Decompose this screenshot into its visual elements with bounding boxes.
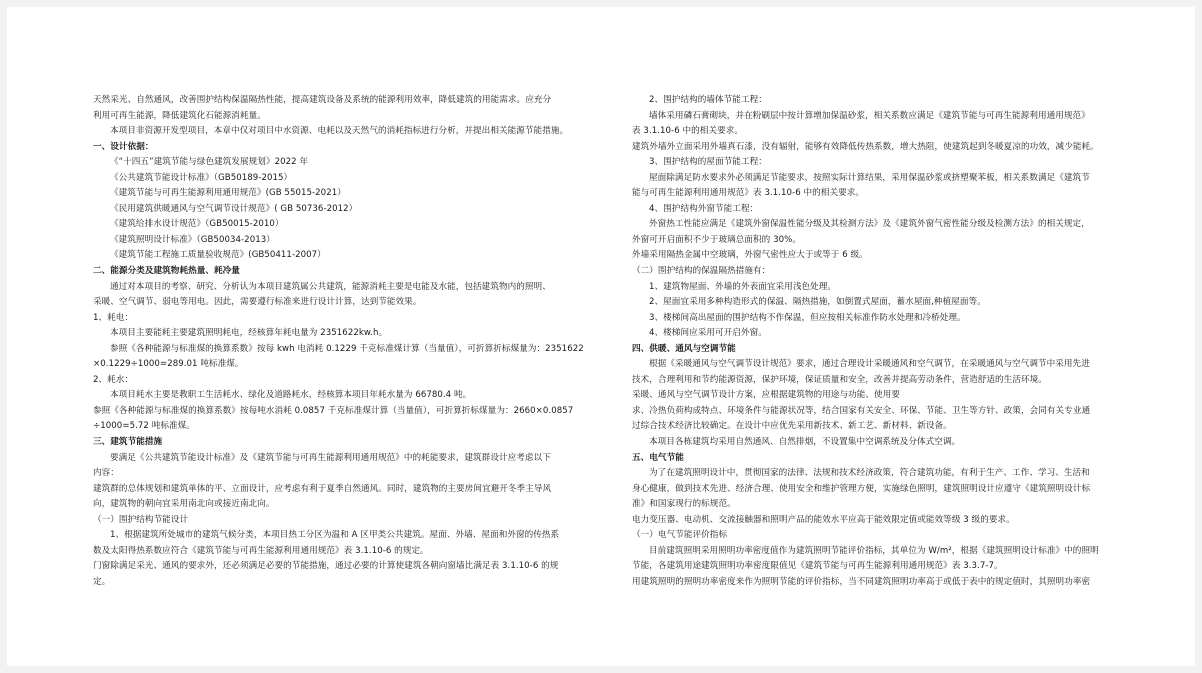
text-line: 《建筑节能工程施工质量验收规范》(GB50411-2007）	[110, 250, 326, 261]
text-line: 建筑外墙外立面采用外墙真石漆，没有辐射，能够有效降低传热系数，增大热阻，使建筑起到冬暖夏凉的功效，减少能耗。	[632, 141, 1099, 152]
text-line: 定。	[93, 576, 111, 587]
text-line: 《建筑照明设计标准》（GB50034-2013）	[110, 234, 275, 245]
text-line: 《“十四五”建筑节能与绿色建筑发展规划》2022 年	[110, 157, 309, 168]
text-line: 2、围护结构的墙体节能工程：	[649, 95, 767, 105]
text-line: 采暖、空气调节、弱电等用电。因此，需要遵行标准来进行设计计算，达到节能效果。	[93, 297, 422, 308]
text-line: 门窗除满足采光、通风的要求外，还必须满足必要的节能措施，通过必要的计算使建筑各朝向窗墙比满足表 3.1.10-6 的规	[93, 561, 559, 572]
text-line: 表 3.1.10-6 中的相关要求。	[632, 126, 744, 137]
text-line: 准》和国家现行的标规范。	[632, 499, 736, 510]
text-line: 根据《采暖通风与空气调节设计规范》要求，通过合理设计采暖通风和空气调节，在采暖通风与空气调节中采用先进	[649, 359, 1090, 370]
text-line: ×0.1229÷1000=289.01 吨标准煤。	[93, 359, 244, 370]
section-heading: 一、设计依据：	[93, 141, 154, 152]
text-line: 要满足《公共建筑节能设计标准》及《建筑节能与可再生能源利用通用规范》中的耗能要求，建筑群设计应考虑以下	[110, 452, 551, 463]
left-text-column	[93, 93, 611, 591]
text-line: 利用可再生能源，降低建筑化石能源消耗量。	[93, 110, 266, 121]
text-line: 3、围护结构的屋面节能工程：	[649, 157, 767, 168]
text-line: 4、楼梯间应采用可开启外窗。	[649, 328, 767, 339]
text-line: 1、根据建筑所处城市的建筑气候分类，本项目热工分区为温和 A 区甲类公共建筑。屋面、外墙、屋面和外窗的传热系	[110, 530, 560, 541]
text-line: 本项目各栋建筑均采用自然通风、自然排烟，不设置集中空调系统及分体式空调。	[649, 437, 961, 448]
text-line: 《建筑给排水设计规范》（GB50015-2010）	[110, 219, 284, 230]
text-line: 《民用建筑供暖通风与空气调节设计规范》( GB 50736-2012）	[110, 203, 358, 214]
text-line: 节能，各建筑用途建筑照明功率密度限值见《建筑节能与可再生能源利用通用规范》表 3.3.7-7。	[632, 561, 1003, 572]
text-line: 采暖、通风与空气调节设计方案，应根据建筑物的用途与功能、使用要	[632, 390, 900, 401]
text-line: 本项目非资源开发型项目，本章中仅对项目中水资源、电耗以及天然气的消耗指标进行分析，并提出相关能源节能措施。	[110, 126, 569, 137]
text-line: 天然采光、自然通风，改善围护结构保温隔热性能，提高建筑设备及系统的能源利用效率，降低建筑的用能需求。应充分	[93, 95, 552, 105]
text-line: 外窗可开启面积不少于玻璃总面积的 30%。	[632, 234, 801, 245]
text-line: （一）电气节能评价指标	[632, 530, 728, 541]
section-heading: 五、电气节能	[632, 452, 684, 463]
text-line: ÷1000=5.72 吨标准煤。	[93, 421, 195, 432]
text-line: 1、耗电：	[93, 312, 134, 323]
text-line: 参照《各种能源与标准煤的换算系数》按每 kwh 电消耗 0.1229 千克标准煤计算（当量值），可折算折标煤量为：2351622	[110, 343, 584, 354]
text-line: 外窗热工性能应满足《建筑外窗保温性能分级及其检测方法》及《建筑外窗气密性能分级及检测方法》的相关规定，	[649, 219, 1090, 230]
text-line: 3、楼梯间高出屋面的围护结构不作保温，但应按相关标准作防水处理和冷桥处理。	[649, 312, 966, 323]
text-line: 《建筑节能与可再生能源利用通用规范》(GB 55015-2021）	[110, 188, 346, 199]
text-line: 2、耗水：	[93, 374, 134, 385]
text-line: 外墙采用隔热金属中空玻璃，外窗气密性应大于或等于 6 级。	[632, 250, 868, 261]
right-text-column	[632, 93, 1150, 591]
text-line: 4、围护结构外窗节能工程：	[649, 203, 759, 214]
text-line: 本项目主要能耗主要建筑照明耗电，经核算年耗电量为 2351622kw.h。	[110, 328, 388, 339]
text-line: 目前建筑照明采用照明功率密度值作为建筑照明节能评价指标，其单位为 W/m²，根据《建筑照明设计标准》中的照明	[649, 545, 1099, 556]
text-line: 2、屋面宜采用多种构造形式的保温、隔热措施，如倒置式屋面，蓄水屋面,种植屋面等。	[649, 297, 986, 308]
text-line: 身心健康，做到技术先进、经济合理、使用安全和维护管理方便，实施绿色照明，建筑照明设计应遵守《建筑照明设计标	[632, 483, 1091, 494]
text-line: 本项目耗水主要是教职工生活耗水、绿化及道路耗水，经核算本项目年耗水量为 66780.4 吨。	[110, 390, 472, 401]
text-line: 为了在建筑照明设计中，贯彻国家的法律、法规和技术经济政策，符合建筑功能，有利于生产、工作、学习、生活和	[649, 468, 1090, 479]
text-line: 屋面除满足防水要求外必须满足节能要求，按照实际计算结果，采用保温砂浆或挤塑聚苯板，相关系数满足《建筑节	[649, 172, 1090, 183]
text-line: 墙体采用磷石膏砌块，并在粉刷层中按计算增加保温砂浆，相关系数应满足《建筑节能与可再生能源利用通用规范》	[649, 110, 1090, 121]
text-line: 求、冷热负荷构成特点、环境条件与能源状况等，结合国家有关安全、环保、节能、卫生等方针、政策，会同有关专业通	[632, 405, 1091, 416]
section-heading: 四、供暖、通风与空调节能	[632, 343, 736, 354]
text-line: 1、建筑物屋面、外墙的外表面宜采用浅色处理。	[649, 281, 837, 292]
text-line: 数及太阳得热系数应符合《建筑节能与可再生能源利用通用规范》表 3.1.10-6 的规定。	[93, 545, 429, 556]
text-line: 用建筑照明的照明功率密度来作为照明节能的评价指标，当不同建筑照明功率高于或低于表中的规定值时，其照明功率密	[632, 576, 1091, 587]
text-line: 内容：	[93, 468, 119, 479]
text-line: 通过对本项目的考察、研究、分析认为本项目建筑属公共建筑，能源消耗主要是电能及水能，包括建筑物内的照明、	[110, 281, 551, 292]
document-page	[7, 7, 1195, 666]
text-line: 技术，合理利用和节约能源资源，保护环境，保证质量和安全，改善并提高劳动条件，营造舒适的生活环境。	[632, 374, 1047, 385]
text-line: 能与可再生能源利用通用规范》表 3.1.10-6 中的相关要求。	[632, 188, 865, 199]
section-heading: 二、能源分类及建筑物耗热量、耗冷量	[93, 266, 240, 277]
text-line: （一）围护结构节能设计	[93, 514, 189, 525]
text-line: （二）围护结构的保温隔热措施有：	[632, 266, 771, 277]
text-line: 过综合技术经济比较确定。在设计中应优先采用新技术、新工艺、新材料、新设备。	[632, 421, 952, 432]
text-line: 向，建筑物的朝向宜采用南北向或接近南北向。	[93, 499, 275, 510]
text-line: 电力变压器、电动机、交流接触器和照明产品的能效水平应高于能效限定值或能效等级 3 级的要求。	[632, 514, 1015, 525]
section-heading: 三、建筑节能措施	[93, 437, 163, 448]
text-line: 《公共建筑节能设计标准》（GB50189-2015）	[110, 172, 293, 183]
text-line: 参照《各种能源与标准煤的换算系数》按每吨水消耗 0.0857 千克标准煤计算（当量值），可折算折标煤量为：2660×0.0857	[93, 405, 574, 416]
text-line: 建筑群的总体规划和建筑单体的平、立面设计，应考虑有利于夏季自然通风。同时，建筑物的主要房间宜避开冬季主导风	[93, 483, 552, 494]
